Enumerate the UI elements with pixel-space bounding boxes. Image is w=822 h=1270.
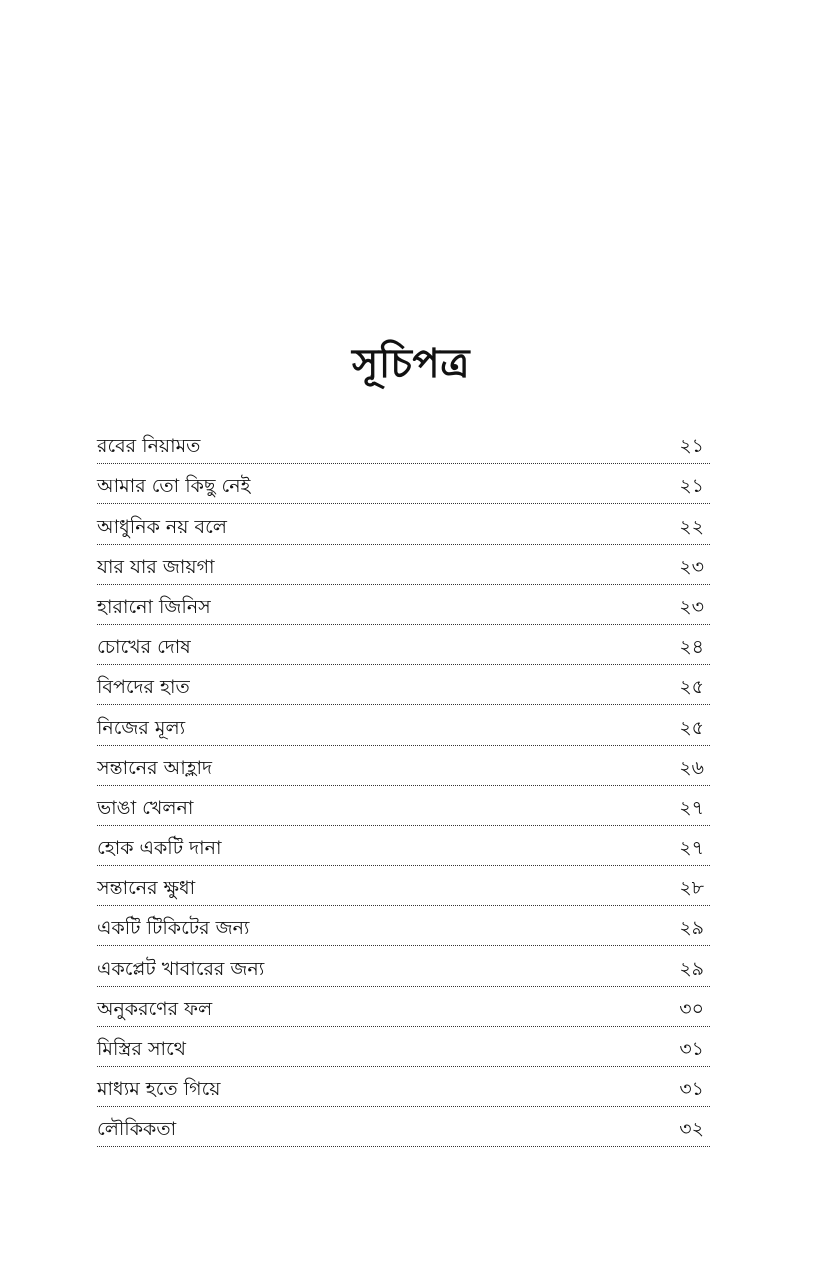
toc-entry[interactable] — [97, 585, 710, 625]
toc-entry-title: হোক একটি দানা — [97, 837, 222, 860]
toc-entry[interactable] — [97, 746, 710, 786]
toc-entry-page-number: ২৯ — [679, 957, 704, 980]
toc-entry-title: হারানো জিনিস — [97, 595, 211, 618]
toc-entry-title: একটি টিকিটের জন্য — [97, 917, 250, 940]
toc-entry[interactable] — [97, 1067, 710, 1107]
toc-entry-page-number: ২১ — [679, 435, 704, 458]
toc-entry-title: সন্তানের ক্ষুধা — [97, 877, 196, 900]
toc-entry-page-number: ২৭ — [679, 837, 704, 860]
toc-entry-page-number: ২৫ — [679, 676, 704, 699]
toc-entry-page-number: ২১ — [679, 475, 704, 498]
toc-entry[interactable] — [97, 464, 710, 504]
toc-entry[interactable] — [97, 625, 710, 665]
toc-entry[interactable] — [97, 504, 710, 544]
toc-entry-title: রবের নিয়ামত — [97, 435, 201, 458]
toc-entry[interactable] — [97, 946, 710, 986]
toc-entry[interactable] — [97, 987, 710, 1027]
toc-entry-title: মিস্ত্রির সাথে — [97, 1038, 186, 1060]
toc-entry-title: লৌকিকতা — [97, 1118, 177, 1141]
toc-heading: সূচিপত্র — [352, 341, 470, 387]
toc-entry-page-number: ৩১ — [679, 1078, 704, 1101]
toc-entry-title: সন্তানের আহ্লাদ — [97, 756, 212, 779]
toc-entry-title: ভাঙা খেলনা — [97, 796, 194, 819]
toc-entry[interactable] — [97, 665, 710, 705]
toc-entry[interactable] — [97, 705, 710, 745]
toc-entry-page-number: ৩১ — [679, 1038, 704, 1060]
toc-entry[interactable] — [97, 1107, 710, 1147]
toc-entry-title: নিজের মূল্য — [97, 716, 186, 739]
toc-entry-page-number: ২৮ — [679, 877, 704, 900]
toc-entry-page-number: ২২ — [679, 515, 704, 538]
toc-list — [97, 424, 710, 1147]
toc-entry[interactable] — [97, 786, 710, 826]
toc-entry-page-number: ২৩ — [679, 595, 704, 618]
toc-entry-page-number: ২৪ — [679, 636, 704, 659]
toc-entry-title: আধুনিক নয় বলে — [97, 515, 227, 538]
toc-entry-title: অনুকরণের ফল — [97, 997, 213, 1020]
toc-entry-title: আমার তো কিছু নেই — [97, 475, 251, 498]
toc-entry-page-number: ৩২ — [679, 1118, 704, 1141]
toc-entry-title: মাধ্যম হতে গিয়ে — [97, 1078, 221, 1101]
toc-entry-title: বিপদের হাত — [97, 676, 190, 699]
toc-entry[interactable] — [97, 866, 710, 906]
toc-entry-page-number: ২৯ — [679, 917, 704, 940]
toc-entry[interactable] — [97, 906, 710, 946]
toc-entry-page-number: ২৭ — [679, 796, 704, 819]
toc-entry-page-number: ২৫ — [679, 716, 704, 739]
toc-entry-page-number: ২৩ — [679, 555, 704, 578]
toc-entry[interactable] — [97, 1027, 710, 1067]
toc-entry-page-number: ২৬ — [679, 756, 704, 779]
toc-entry-page-number: ৩০ — [679, 997, 704, 1020]
toc-entry[interactable] — [97, 545, 710, 585]
toc-entry-title: যার যার জায়গা — [97, 555, 215, 578]
toc-entry-title: একপ্লেট খাবারের জন্য — [97, 957, 265, 980]
toc-entry[interactable] — [97, 424, 710, 464]
toc-entry[interactable] — [97, 826, 710, 866]
toc-entry-title: চোখের দোষ — [97, 636, 191, 659]
